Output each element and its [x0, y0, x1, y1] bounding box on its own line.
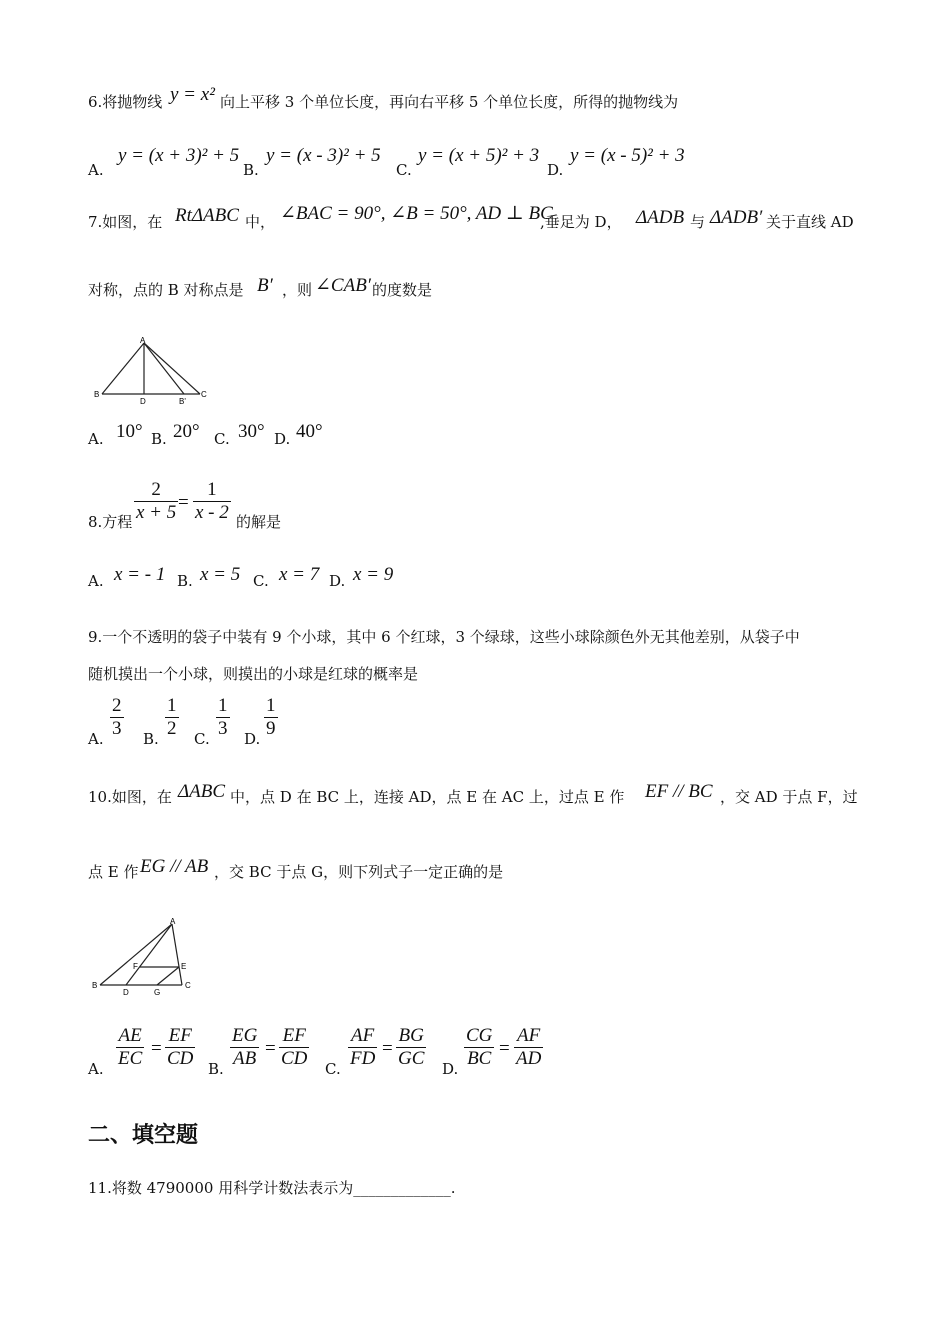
q9-a-num: 2 — [112, 695, 122, 716]
q7-math-2: ∠BAC = 90°, ∠B = 50°, AD ⊥ BC — [280, 203, 553, 224]
q10-line2-post: ，交 BC 于点 G，则下列式子一定正确的是 — [214, 863, 504, 881]
q8-frac1-num: 2 — [151, 479, 161, 500]
q9-b-num: 1 — [167, 695, 177, 716]
q10-b-d2: CD — [281, 1048, 308, 1069]
q6-option-c-expr: y = (x + 5)² + 3 — [418, 145, 540, 166]
q6-option-d-label: D. — [547, 161, 564, 179]
q8-option-b-label: B. — [177, 572, 193, 590]
q7-math-3: ΔADB — [636, 207, 685, 228]
q7-line-ab-prime — [144, 343, 184, 394]
q10-a-n2: EF — [168, 1025, 192, 1046]
q10-option-c-label: C. — [325, 1060, 341, 1078]
q9-option-c-label: C. — [194, 730, 210, 748]
q7-line2-pre: 对称，点的 B 对称点是 — [88, 281, 244, 299]
q10-stem-pre: 10.如图，在 — [88, 788, 172, 806]
q9-option-d-label: D. — [244, 730, 261, 748]
q7-text-1: 中， — [245, 213, 276, 231]
q8-stem-pre: 8.方程 — [88, 513, 133, 531]
q10-line2-pre: 点 E 作 — [88, 863, 139, 881]
q10-label-f: F — [133, 962, 138, 971]
q8-option-d-expr: x = 9 — [353, 564, 394, 585]
q11-text: 11.将数 4790000 用科学计数法表示为_____________. — [88, 1179, 456, 1197]
q7-label-b: B — [94, 390, 100, 399]
q6-option-d-expr: y = (x - 5)² + 3 — [570, 145, 685, 166]
q7-option-b-expr: 20° — [173, 421, 200, 442]
q10-b-frac-left — [230, 1025, 259, 1070]
q10-a-frac-right — [165, 1025, 195, 1070]
q7-option-c-label: C. — [214, 430, 230, 448]
q10-d-n1: CG — [466, 1025, 493, 1046]
q10-math-2: EF // BC — [645, 781, 713, 802]
q7-line2-post: 的度数是 — [372, 281, 433, 299]
q7-option-a-label: A. — [88, 430, 104, 448]
q10-triangle-figure — [90, 914, 200, 998]
q9-option-d-frac — [264, 695, 278, 740]
q10-d-frac-left — [464, 1025, 494, 1070]
q7-text-2: ,垂足为 D， — [540, 213, 622, 231]
q8-frac2-num: 1 — [207, 479, 217, 500]
q7-label-d: D — [140, 397, 146, 406]
q10-option-a-label: A. — [88, 1060, 104, 1078]
q7-label-b-prime: B' — [179, 397, 186, 406]
q10-c-d1: FD — [350, 1048, 376, 1069]
q10-c-frac-right — [396, 1025, 426, 1070]
q6-stem-pre: 6.将抛物线 — [88, 93, 163, 111]
q7-label-c: C — [201, 390, 207, 399]
q9-option-a-label: A. — [88, 730, 104, 748]
q10-b-d1: AB — [230, 1047, 259, 1070]
q7-triangle-figure — [92, 333, 212, 409]
q10-option-b-label: B. — [208, 1060, 224, 1078]
q9-option-b-frac — [165, 695, 179, 740]
q7-stem-pre: 7.如图，在 — [88, 213, 163, 231]
q9-line-1: 9.一个不透明的袋子中装有 9 个小球，其中 6 个红球，3 个绿球，这些小球除颜色外无其他差别，从袋子中 — [88, 628, 800, 646]
q9-d-den: 9 — [266, 718, 276, 739]
q10-a-equals: = — [151, 1038, 162, 1059]
q10-d-d2: AD — [516, 1048, 542, 1069]
q7-math-4: ΔADB′ — [710, 207, 763, 228]
q6-stem-post: 向上平移 3 个单位长度，再向右平移 5 个单位长度，所得的抛物线为 — [220, 93, 679, 111]
q10-line-ab — [100, 924, 172, 985]
q10-line-ad — [126, 924, 172, 985]
q8-stem-post: 的解是 — [236, 513, 282, 531]
q7-label-a: A — [140, 336, 146, 345]
q10-a-n1: AE — [118, 1025, 142, 1046]
q10-line-eg — [157, 967, 179, 985]
q10-math-1: ΔABC — [178, 781, 226, 802]
q10-d-frac-right — [514, 1025, 543, 1070]
q6-option-b-expr: y = (x - 3)² + 5 — [266, 145, 381, 166]
q7-line2-mid: ，则 — [282, 281, 313, 299]
section-title: 二、填空题 — [88, 1122, 199, 1148]
q9-c-num: 1 — [218, 695, 228, 716]
q7-option-a-expr: 10° — [116, 421, 143, 442]
q10-label-e: E — [181, 962, 187, 971]
q8-fraction-left — [134, 479, 178, 524]
q9-d-num: 1 — [266, 695, 276, 716]
q7-text-3: 与 — [690, 213, 706, 231]
q8-option-d-label: D. — [329, 572, 346, 590]
q10-a-frac-left — [116, 1025, 144, 1070]
q10-text-2: ，交 AD 于点 F，过 — [720, 788, 858, 806]
q7-math-1: RtΔABC — [175, 205, 239, 226]
q8-equals: = — [178, 492, 189, 513]
q10-label-g: G — [154, 988, 161, 997]
q6-option-b-label: B. — [243, 161, 259, 179]
q7-math-6: ∠CAB′ — [315, 275, 371, 296]
q9-c-den: 3 — [218, 718, 228, 739]
q8-option-a-expr: x = - 1 — [114, 564, 166, 585]
q10-b-frac-right — [279, 1025, 309, 1070]
q8-option-c-expr: x = 7 — [279, 564, 320, 585]
q10-label-d: D — [123, 988, 129, 997]
q6-stem-math: y = x² — [170, 84, 215, 105]
q10-text-1: 中，点 D 在 BC 上，连接 AD，点 E 在 AC 上，过点 E 作 — [230, 788, 625, 806]
q8-option-b-expr: x = 5 — [200, 564, 241, 585]
q7-option-c-expr: 30° — [238, 421, 265, 442]
q10-c-d2: GC — [398, 1048, 425, 1069]
q9-line-2: 随机摸出一个小球，则摸出的小球是红球的概率是 — [88, 665, 419, 683]
q8-option-a-label: A. — [88, 572, 104, 590]
q7-option-b-label: B. — [151, 430, 167, 448]
q10-c-equals: = — [382, 1038, 393, 1059]
q10-b-n2: EF — [282, 1025, 306, 1046]
q8-fraction-right — [193, 479, 231, 524]
q10-label-a: A — [170, 917, 176, 926]
q8-frac2-den: x - 2 — [195, 502, 229, 523]
q10-a-d2: CD — [167, 1048, 194, 1069]
q10-c-frac-left — [348, 1025, 377, 1070]
q10-line-ac — [172, 924, 182, 985]
q10-label-b: B — [92, 981, 98, 990]
q10-d-n2: AF — [517, 1025, 541, 1046]
q7-math-5: B′ — [257, 275, 273, 296]
q10-c-n2: BG — [398, 1025, 424, 1046]
q7-option-d-label: D. — [274, 430, 291, 448]
q9-a-den: 3 — [112, 718, 122, 739]
q10-label-c: C — [185, 981, 191, 990]
q10-b-n1: EG — [232, 1025, 258, 1046]
q10-math-3: EG // AB — [140, 856, 209, 877]
q7-line-ac — [144, 343, 200, 394]
q7-line-ab — [102, 343, 144, 394]
q6-option-c-label: C. — [396, 161, 412, 179]
q10-a-d1: EC — [118, 1048, 143, 1069]
q8-frac1-den: x + 5 — [136, 502, 177, 523]
q9-option-a-frac — [110, 695, 124, 740]
q10-d-d1: BC — [464, 1047, 494, 1070]
q10-option-d-label: D. — [442, 1060, 459, 1078]
q8-option-c-label: C. — [253, 572, 269, 590]
q6-option-a-label: A. — [88, 161, 104, 179]
q7-option-d-expr: 40° — [296, 421, 323, 442]
q10-d-equals: = — [499, 1038, 510, 1059]
q10-b-equals: = — [265, 1038, 276, 1059]
q9-option-c-frac — [216, 695, 230, 740]
q6-option-a-expr: y = (x + 3)² + 5 — [118, 145, 240, 166]
q9-option-b-label: B. — [143, 730, 159, 748]
q9-b-den: 2 — [167, 718, 177, 739]
q7-text-4: 关于直线 AD — [766, 213, 854, 231]
q10-c-n1: AF — [351, 1025, 375, 1046]
